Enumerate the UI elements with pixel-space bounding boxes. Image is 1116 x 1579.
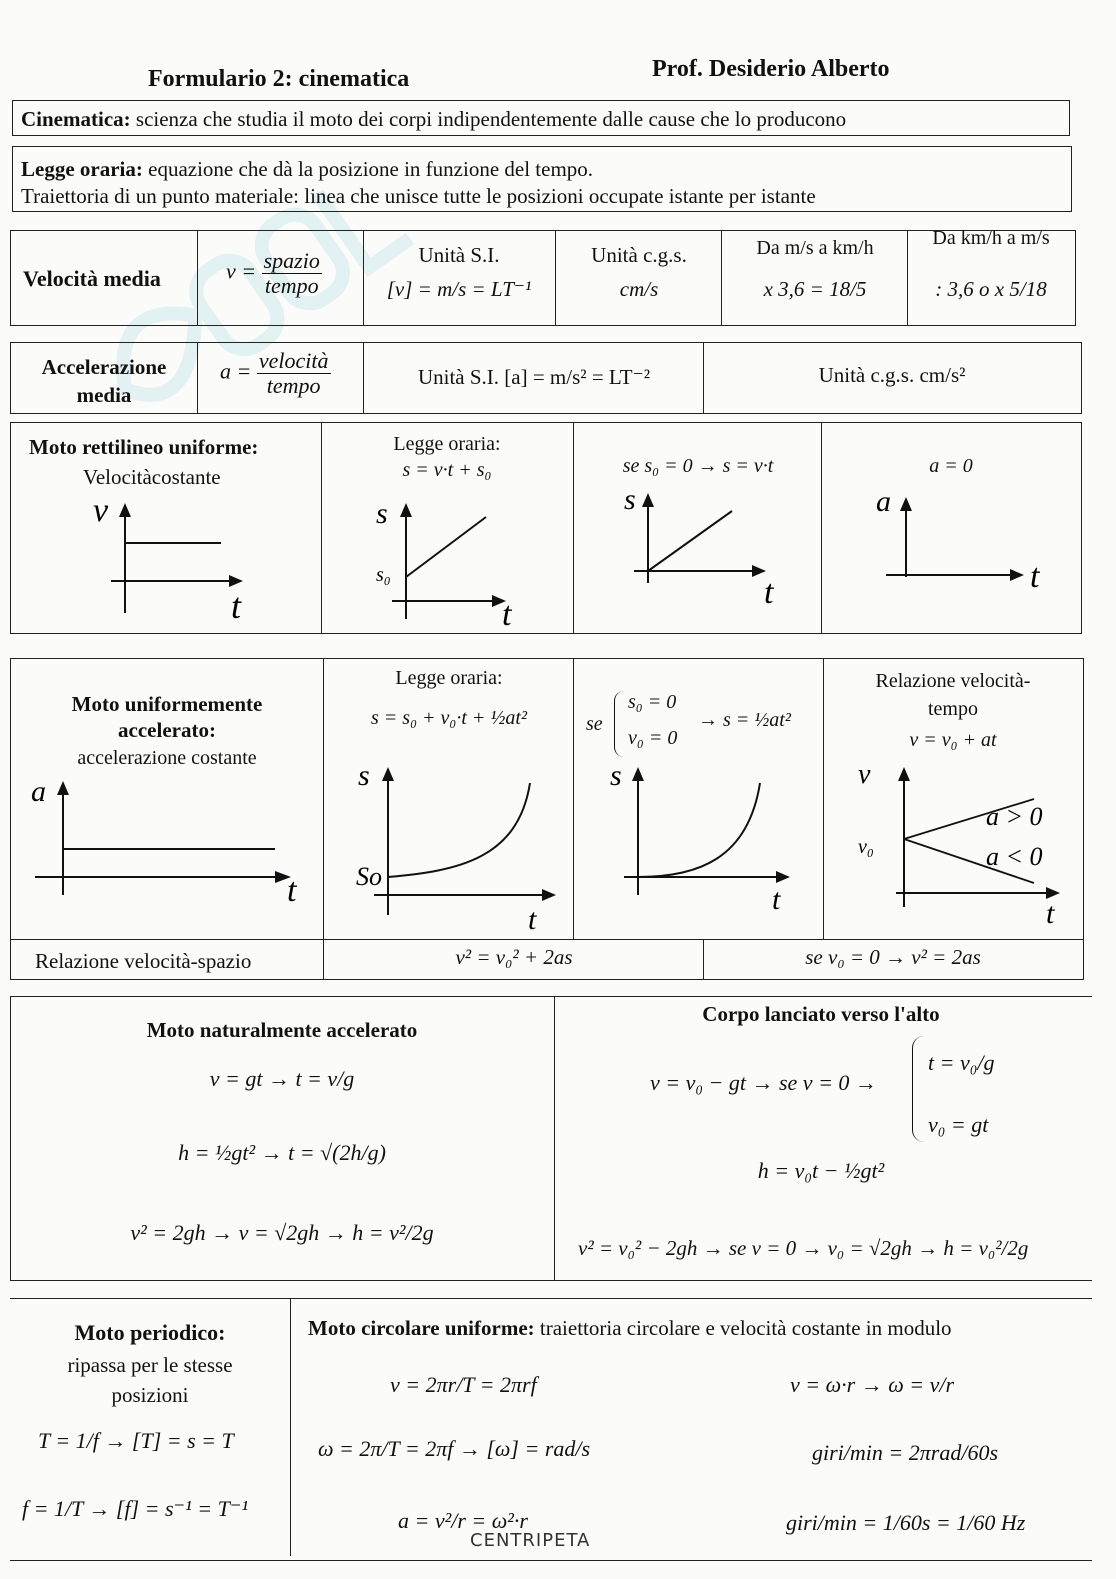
accelerazione-media-label [15, 353, 193, 409]
free-fall-top-rule [10, 996, 1092, 997]
ms-to-kmh-formula: x 3,6 = 18/5 [763, 277, 867, 301]
v-axis-label: v [93, 493, 109, 529]
kmh-to-ms-cell [907, 227, 1075, 325]
position-parabola-origin-graph [588, 759, 818, 934]
a-negative-label: a < 0 [986, 842, 1043, 871]
cinematica-label: Cinematica: [21, 107, 131, 131]
accelerazione-si-cell [363, 343, 705, 413]
se-result: → s = ½at² [698, 709, 791, 731]
velocita-media-label: Velocità media [23, 266, 161, 291]
moto-rettilineo-subtitle: Velocitàcostante [83, 465, 221, 489]
position-linear-graph [362, 493, 562, 628]
corpo-brace [912, 1036, 927, 1142]
moto-circolare-header [308, 1316, 952, 1341]
a-axis-label: a [31, 777, 46, 808]
accelerazione-formula-cell [197, 343, 365, 413]
s0-label: s₀ [376, 564, 391, 586]
se-cond-2: v₀ = 0 [628, 727, 678, 749]
accelerazione-media-row [10, 342, 1082, 414]
moto-circolare-f5: giri/min = 2πrad/60s [812, 1440, 999, 1465]
traiettoria-text: Traiettoria di un punto materiale: linea che unisce tutte le posizioni occupate istante per istante [21, 184, 816, 208]
s-axis-label: s [358, 759, 370, 792]
accelerazione-cgs-cell [703, 343, 1081, 413]
accelerazione-label-line2: media [76, 383, 132, 407]
s-axis-label: s [624, 483, 636, 516]
moto-periodico-desc [10, 1350, 290, 1410]
rel-velocita-tempo-title [824, 667, 1082, 723]
free-fall-bottom-rule [10, 1280, 1092, 1281]
ms-to-kmh-label: Da m/s a km/h [756, 237, 874, 259]
t-axis-label: t [1030, 558, 1040, 595]
moto-accelerato-title-line1: Moto uniformemente [71, 692, 263, 716]
v0-label: v₀ [858, 836, 874, 858]
velocita-cgs-cell [555, 231, 723, 325]
moto-circolare-f2: ω = 2π/T = 2πf → [ω] = rad/s [318, 1436, 591, 1461]
corpo-lanciato-f2: h = v₀t − ½gt² [757, 1158, 885, 1183]
velocita-media-formula-cell [197, 231, 365, 325]
accelerazione-formula-lhs: a = [220, 358, 252, 384]
moto-rettilineo-section [10, 422, 1082, 634]
legge-oraria-formula-1: s = v·t + s₀ [402, 459, 492, 481]
corpo-lanciato-case1: t = v₀/g [928, 1050, 995, 1075]
moto-periodico-desc-line1: ripassa per le stesse [67, 1353, 233, 1377]
velocity-constant-graph [81, 493, 281, 623]
velocita-si-label: Unità S.I. [418, 243, 500, 267]
vs-se-formula-cell [703, 939, 1083, 979]
centripeta-handwritten-note: CENTRIPETA [470, 1530, 591, 1551]
legge-oraria-definition-box [12, 146, 1072, 212]
periodic-mid-rule [290, 1298, 291, 1556]
velocita-tempo-cell [823, 659, 1083, 939]
t-axis-label: t [772, 883, 781, 916]
periodic-bottom-rule [10, 1560, 1092, 1561]
velocita-si-cell [363, 231, 557, 325]
corpo-lanciato-case2: v₀ = gt [928, 1112, 989, 1137]
moto-circolare-f3: a = v²/r = ω²·r [398, 1508, 528, 1533]
se-s0-formula: se s₀ = 0 → s = v·t [622, 455, 774, 477]
acc-zero-formula: a = 0 [929, 455, 973, 477]
accelerazione-si: Unità S.I. [a] = m/s² = LT⁻² [417, 365, 651, 389]
page-title: Formulario 2: cinematica [148, 66, 410, 92]
moto-naturale-f2: h = ½gt² → t = √(2h/g) [178, 1140, 386, 1165]
moto-accelerato-subtitle: accelerazione costante [77, 747, 257, 769]
periodic-top-rule [10, 1298, 1092, 1299]
corpo-lanciato-title: Corpo lanciato verso l'alto [702, 1002, 940, 1026]
legge-oraria-graph-cell [321, 423, 573, 633]
vs-formula-cell [323, 939, 705, 979]
moto-circolare-f1: v = 2πr/T = 2πrf [390, 1372, 537, 1397]
legge-oraria-parabola-cell [323, 659, 575, 939]
vs-formula: v² = v₀² + 2as [455, 945, 573, 969]
s-axis-label: s [376, 497, 388, 530]
moto-accelerato-section [10, 658, 1084, 980]
moto-naturale-f3: v² = 2gh → v = √2gh → h = v²/2g [130, 1220, 434, 1245]
rel-title-line2: tempo [928, 698, 978, 720]
so-label: So [356, 862, 382, 891]
kmh-to-ms-label: Da km/h a m/s [932, 227, 1050, 249]
rel-title-line1: Relazione velocità- [875, 670, 1031, 692]
free-fall-mid-rule [554, 996, 555, 1280]
se-cond-1: s₀ = 0 [628, 691, 677, 713]
corpo-lanciato-f3: v² = v₀² − 2gh → se v = 0 → v₀ = √2gh → h = v₀²/2g [578, 1236, 1029, 1260]
cinematica-text: scienza che studia il moto dei corpi indipendentemente dalle cause che lo producono [135, 107, 847, 131]
moto-periodico-f2: f = 1/T → [f] = s⁻¹ = T⁻¹ [22, 1496, 249, 1521]
acc-zero-graph-cell [821, 423, 1081, 633]
t-axis-label: t [528, 903, 537, 934]
accelerazione-formula-den: tempo [266, 373, 321, 399]
se-s0-v0-cell [573, 659, 825, 939]
ms-to-kmh-cell [721, 231, 909, 325]
se-word: se [586, 713, 603, 735]
rel-velocita-tempo-formula: v = v₀ + at [909, 729, 997, 751]
velocita-si-formula: [v] = m/s = LT⁻¹ [386, 277, 532, 301]
legge-oraria-label-2: Legge oraria: [395, 667, 503, 689]
a-positive-label: a > 0 [986, 802, 1043, 831]
t-axis-label: t [1046, 897, 1055, 930]
acceleration-zero-graph [862, 483, 1072, 613]
vs-label: Relazione velocità-spazio [35, 949, 252, 973]
moto-accelerato-title-line2: accelerato: [118, 718, 216, 742]
legge-oraria-formula-2: s = s₀ + v₀·t + ½at² [371, 707, 527, 729]
t-axis-label: t [764, 574, 774, 611]
moto-circolare-f4: v = ω·r → ω = v/r [790, 1372, 955, 1397]
position-origin-graph [604, 483, 804, 613]
velocita-formula-num: spazio [263, 248, 320, 273]
accelerazione-label-line1: Accelerazione [41, 355, 167, 379]
moto-naturale-f1: v = gt → t = v/g [209, 1066, 355, 1091]
t-axis-label: t [502, 596, 512, 628]
moto-periodico-f1: T = 1/f → [T] = s = T [38, 1428, 234, 1453]
velocita-cgs-label: Unità c.g.s. [591, 243, 687, 267]
moto-periodico-title: Moto periodico: [74, 1320, 226, 1345]
position-parabola-graph [338, 759, 568, 934]
legge-oraria-label: Legge oraria: [21, 157, 143, 181]
t-axis-label: t [231, 586, 242, 623]
moto-naturale-title: Moto naturalmente accelerato [146, 1018, 418, 1042]
kmh-to-ms-formula: : 3,6 o x 5/18 [935, 277, 1047, 301]
t-axis-label: t [287, 872, 297, 909]
moto-rettilineo-title: Moto rettilineo uniforme: [29, 435, 259, 459]
se-s0-graph-cell [573, 423, 823, 633]
velocita-formula-lhs: v = [226, 258, 257, 284]
moto-accelerato-title [11, 691, 323, 743]
velocity-time-graph [836, 759, 1080, 931]
brace [614, 691, 629, 757]
page-author: Prof. Desiderio Alberto [652, 56, 890, 82]
velocita-cgs-formula: cm/s [619, 277, 659, 301]
moto-circolare-f6: giri/min = 1/60s = 1/60 Hz [786, 1510, 1026, 1535]
legge-oraria-text: equazione che dà la posizione in funzione del tempo. [148, 157, 594, 181]
accelerazione-cgs: Unità c.g.s. cm/s² [818, 363, 966, 387]
cinematica-definition-box [12, 100, 1070, 136]
moto-circolare-title: Moto circolare uniforme: [308, 1316, 535, 1340]
s-axis-label: s [610, 759, 622, 792]
velocita-media-row [10, 227, 1076, 326]
v-axis-label: v [858, 759, 871, 790]
acceleration-constant-graph [25, 777, 315, 927]
moto-circolare-desc: traiettoria circolare e velocità costante in modulo [539, 1316, 952, 1340]
vs-se-formula: se v₀ = 0 → v² = 2as [805, 945, 981, 969]
accelerazione-formula-num: velocità [258, 348, 329, 373]
legge-oraria-label-1: Legge oraria: [393, 433, 501, 455]
moto-periodico-desc-line2: posizioni [111, 1383, 189, 1407]
velocita-formula-den: tempo [264, 273, 319, 299]
a-axis-label: a [876, 485, 891, 518]
corpo-lanciato-f1: v = v₀ − gt → se v = 0 → [650, 1070, 877, 1095]
